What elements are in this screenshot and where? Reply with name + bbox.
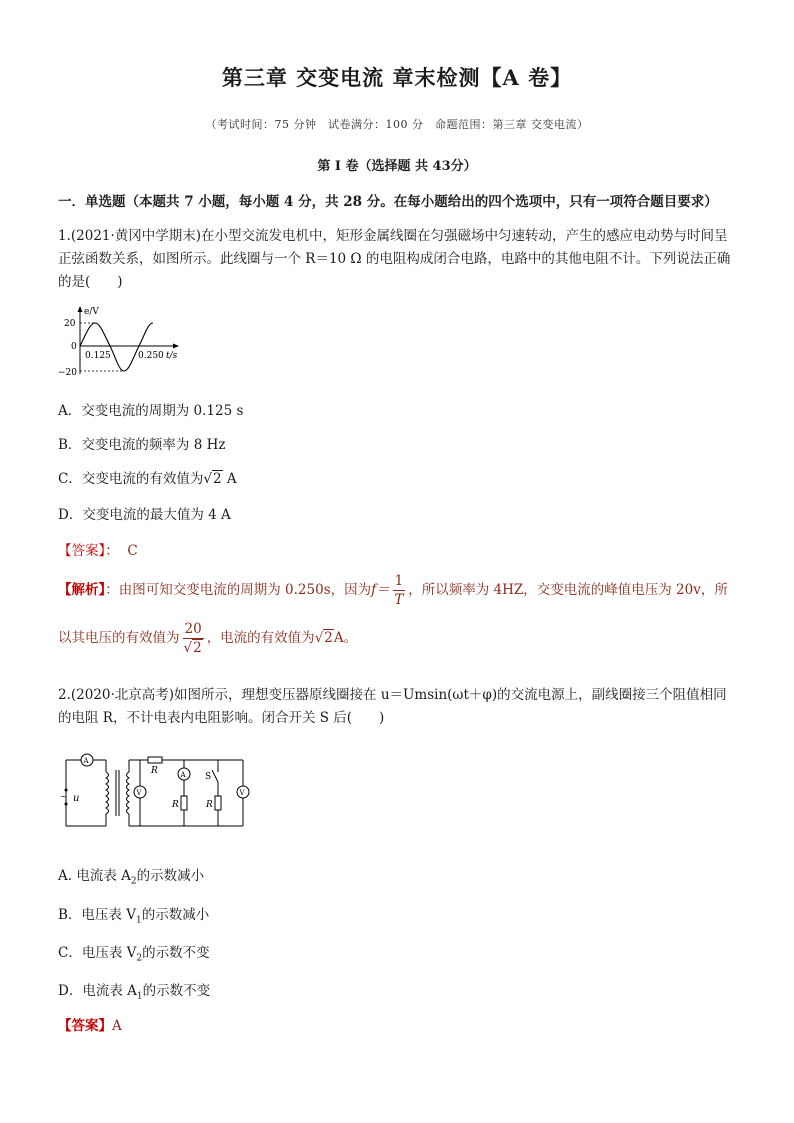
q2-option-d-end: 的示数不变 — [142, 983, 211, 999]
resistor-top-icon — [148, 757, 162, 763]
q1-analysis-fraction-f — [393, 572, 406, 609]
q2-option-d-text: D．电流表 A — [58, 983, 137, 999]
q2-option-d — [58, 979, 210, 1002]
fraction-denominator: √2 — [183, 640, 202, 656]
q2-option-a — [58, 864, 204, 887]
y-axis-arrow — [78, 306, 83, 312]
q1-analysis-text-5: A。 — [333, 630, 358, 646]
q1-analysis-text-3: 以其电压的有效值为 — [58, 630, 180, 646]
fraction-numerator: 1 — [394, 573, 404, 589]
q1-analysis-line-2: 以其电压的有效值为 $\frac{20}{√2}$ ，电流的有效值为√2A。 — [58, 621, 358, 656]
q1-option-c-text: C．交变电流的有效值为 — [58, 471, 204, 487]
q2-option-a-end: 的示数减小 — [136, 868, 205, 884]
q2-option-b-end: 的示数减小 — [141, 907, 210, 923]
q1-option-d: D．交变电流的最大值为 4 A — [58, 507, 231, 523]
q2-option-c-end: 的示数不变 — [142, 945, 210, 961]
secondary-coil — [127, 772, 130, 814]
y-axis-label: e/V — [84, 307, 99, 317]
resistor-top-label: R — [151, 766, 158, 776]
q1-option-c-unit: A — [222, 471, 237, 487]
q1-answer-label: 【答案】： — [58, 543, 119, 559]
question-1-text: 1.(2021·黄冈中学期末)在小型交流发电机中，矩形金属线圈在匀强磁场中匀速转动，产生的感应电动势与时间呈正弦函数关系，如图所示。此线圈与一个 R＝10 Ω 的电阻构成闭合电路，电路中的其他电阻不计。下列说法正确的是( ) — [58, 228, 731, 290]
q1-analysis-text-1: ：由图可知交变电流的周期为 0.250s，因为 — [105, 582, 372, 598]
source-terminal-bottom — [65, 803, 68, 806]
x-axis-label: t/s — [166, 351, 178, 361]
q2-answer-value: A — [112, 1018, 122, 1034]
x-axis-arrow — [173, 344, 179, 349]
q2-answer — [58, 1014, 122, 1034]
q2-option-b — [58, 903, 209, 926]
q1-option-a: A．交变电流的周期为 0.125 s — [58, 403, 244, 419]
section-title: 一．单选题（本题共 7 小题，每小题 4 分，共 28 分。在每小题给出的四个选项中，只有一项符合题目要求） — [58, 194, 718, 210]
y-tick-zero: 0 — [71, 342, 77, 352]
switch-lever — [212, 770, 218, 782]
fraction-numerator: 20 — [184, 621, 202, 637]
resistor-right-icon — [215, 796, 221, 810]
sine-curve — [80, 323, 153, 371]
voltmeter-1-label: V — [136, 789, 142, 797]
q2-option-b-sub: 1 — [135, 915, 142, 926]
part-title: 第 I 卷（选择题 共 43分） — [317, 159, 477, 174]
ammeter-2-label: A — [180, 771, 186, 779]
q1-analysis-text-2: ，所以频率为 4HZ，交变电流的峰值电压为 20v，所 — [408, 582, 728, 598]
q2-option-a-sub: 2 — [130, 876, 137, 887]
q1-analysis-line-1 — [58, 572, 748, 609]
q1-analysis-text-4: ，电流的有效值为 — [206, 630, 315, 646]
sine-wave-graph — [58, 304, 188, 380]
q1-analysis-label: 【解析】 — [58, 582, 106, 598]
resistor-right-label: R — [206, 800, 213, 810]
transformer-circuit — [58, 748, 254, 832]
q1-answer-value: C — [127, 543, 138, 559]
q2-answer-label: 【答案】 — [58, 1018, 112, 1034]
q2-option-d-sub: 1 — [136, 991, 143, 1002]
exam-info: （考试时间：75 分钟 试卷满分：100 分 命题范围：第三章 交变电流） — [205, 118, 589, 131]
fraction-denominator: T — [394, 592, 404, 608]
q1-option-c-root: 2 — [212, 471, 222, 487]
q1-analysis-f: f＝ — [371, 582, 390, 598]
q1-option-c: C．交变电流的有效值为√2 A — [58, 471, 237, 487]
voltmeter-2-label: V — [239, 789, 245, 797]
switch-label: S — [205, 772, 212, 782]
source-label: u — [73, 793, 80, 804]
primary-coil — [106, 772, 109, 814]
q1-analysis-fraction-v — [183, 620, 204, 657]
resistor-mid-label: R — [172, 800, 179, 810]
q2-option-b-text: B．电压表 V — [58, 907, 136, 923]
page-title: 第三章 交变电流 章末检测【A 卷】 — [221, 65, 573, 90]
q2-option-c-sub: 2 — [136, 953, 143, 964]
q2-option-a-text: A. 电流表 A — [58, 868, 131, 884]
q1-analysis-root: 2 — [324, 630, 333, 646]
q1-option-b: B．交变电流的频率为 8 Hz — [58, 437, 226, 453]
resistor-mid-icon — [181, 796, 187, 810]
question-2-text: 2.(2020·北京高考)如图所示，理想变压器原线圈接在 u＝Umsin(ωt＋φ)的交流电源上，副线圈接三个阻值相同的电阻 R，不计电表内电阻影响。闭合开关 S 后( ) — [58, 687, 727, 726]
x-tick-1: 0.125 — [85, 351, 111, 361]
y-tick-bottom: −20 — [58, 368, 77, 378]
q1-answer — [58, 539, 138, 559]
q2-option-c-text: C．电压表 V — [58, 945, 137, 961]
source-tilde: ~ — [60, 792, 67, 801]
fraction-root: 2 — [193, 640, 202, 656]
y-tick-top: 20 — [64, 319, 76, 329]
x-tick-2: 0.250 — [138, 351, 164, 361]
ammeter-1-label: A — [83, 757, 89, 765]
q2-option-c — [58, 941, 210, 964]
